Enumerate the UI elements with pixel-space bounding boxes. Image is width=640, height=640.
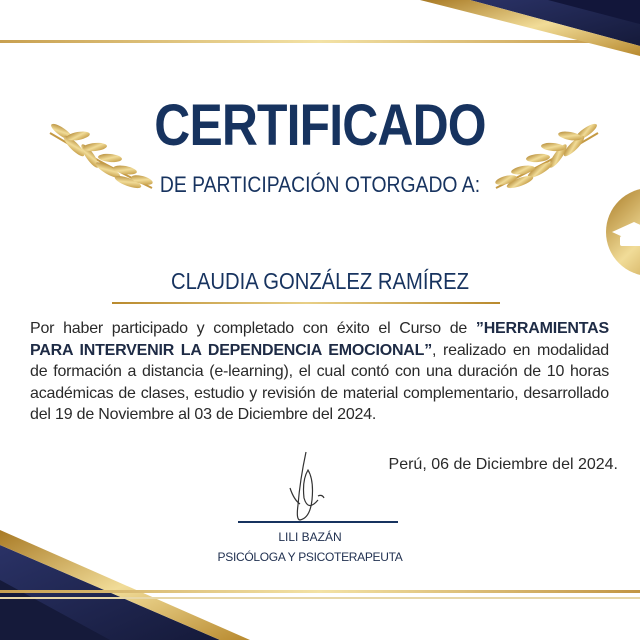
signer-name: LILI BAZÁN <box>278 530 342 544</box>
certificate-title: CERTIFICADO <box>154 93 486 158</box>
recipient-underline <box>112 302 500 304</box>
top-gold-line <box>0 40 640 43</box>
body-intro: Por haber participado y completado con éxito el Curso de <box>30 320 476 337</box>
signature-icon <box>290 452 324 520</box>
certificate-subtitle: DE PARTICIPACIÓN OTORGADO A: <box>159 172 481 197</box>
signer-role: PSICÓLOGA Y PSICOTERAPEUTA <box>217 550 403 564</box>
signature-line <box>238 521 398 523</box>
course-name: ”HERRAMIENTAS PARA INTERVENIR LA DEPENDENCIA EMOCIONAL” <box>30 320 609 359</box>
certificate-body <box>30 318 609 426</box>
bottom-gold-line <box>0 590 640 593</box>
body-rest: , realizado en modalidad de formación a distancia (e-learning), el cual contó con una duración de 10 horas académicas de clases, estudio y revisión de material complementario, desarrollado del 19 de Noviembre al 03 de Diciembre del 2024. <box>30 341 609 423</box>
recipient-name: CLAUDIA GONZÁLEZ RAMÍREZ <box>170 268 470 294</box>
graduation-cap-icon <box>606 188 640 276</box>
place-date: Perú, 06 de Diciembre del 2024. <box>388 456 618 473</box>
